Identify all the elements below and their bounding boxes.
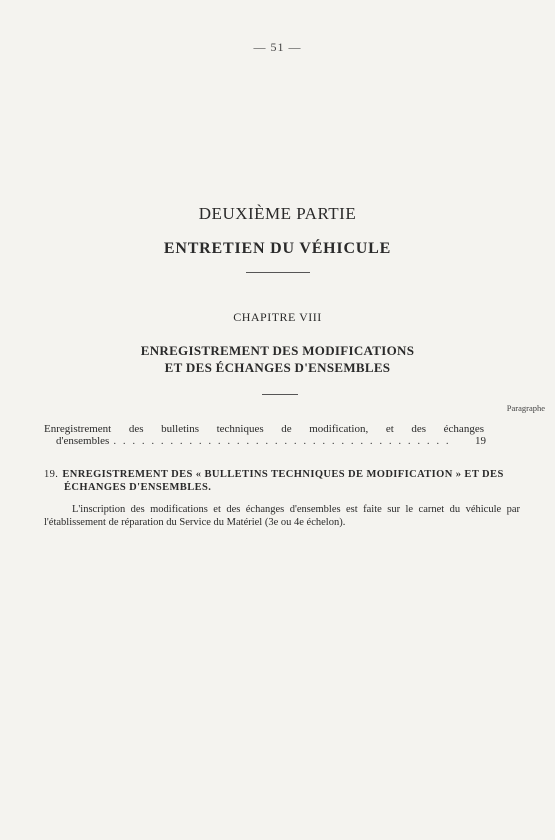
- body-paragraph-text: L'inscription des modifications et des échanges d'ensembles est faite sur le carnet du véhicule par l'établissement de réparation du Service du Matériel (3e ou 4e échelon).: [44, 504, 520, 528]
- chapter-label: CHAPITRE VIII: [233, 310, 322, 324]
- toc-word: échanges: [443, 423, 484, 435]
- chapter-title: [0, 342, 555, 376]
- divider-rule: [262, 394, 298, 395]
- chapter-title-line-2: ET DES ÉCHANGES D'ENSEMBLES: [164, 360, 391, 375]
- toc-entry-line-2: [56, 435, 486, 447]
- toc-word: des: [411, 423, 427, 435]
- toc-continuation: d'ensembles: [56, 435, 110, 447]
- toc-paragraph-header: Paragraphe: [506, 403, 545, 413]
- toc-word: de: [281, 423, 292, 435]
- toc-word: des: [128, 423, 144, 435]
- toc-entry-line-1: [44, 423, 484, 435]
- section-heading: [44, 468, 520, 494]
- part-subtitle: ENTRETIEN DU VÉHICULE: [163, 240, 392, 257]
- page-number: — 51 —: [253, 40, 302, 54]
- toc-paragraph-number: 19: [475, 435, 486, 447]
- divider-rule: [246, 272, 310, 273]
- toc-word: techniques: [216, 423, 264, 435]
- toc-word: modification,: [309, 423, 369, 435]
- toc-word: et: [385, 423, 394, 435]
- part-title: DEUXIÈME PARTIE: [198, 204, 357, 223]
- toc-word: Enregistrement: [44, 423, 112, 435]
- toc-word: bulletins: [161, 423, 199, 435]
- chapter-title-line-1: ENREGISTREMENT DES MODIFICATIONS: [140, 343, 415, 358]
- body-paragraph: [44, 503, 520, 529]
- section-title-line-2: ÉCHANGES D'ENSEMBLES.: [64, 482, 212, 493]
- section-title-line-1: ENREGISTREMENT DES « BULLETINS TECHNIQUES DE MODIFICATION » ET DES: [62, 469, 504, 480]
- section-number: 19.: [44, 469, 59, 480]
- toc-leader-dots: [113, 435, 452, 447]
